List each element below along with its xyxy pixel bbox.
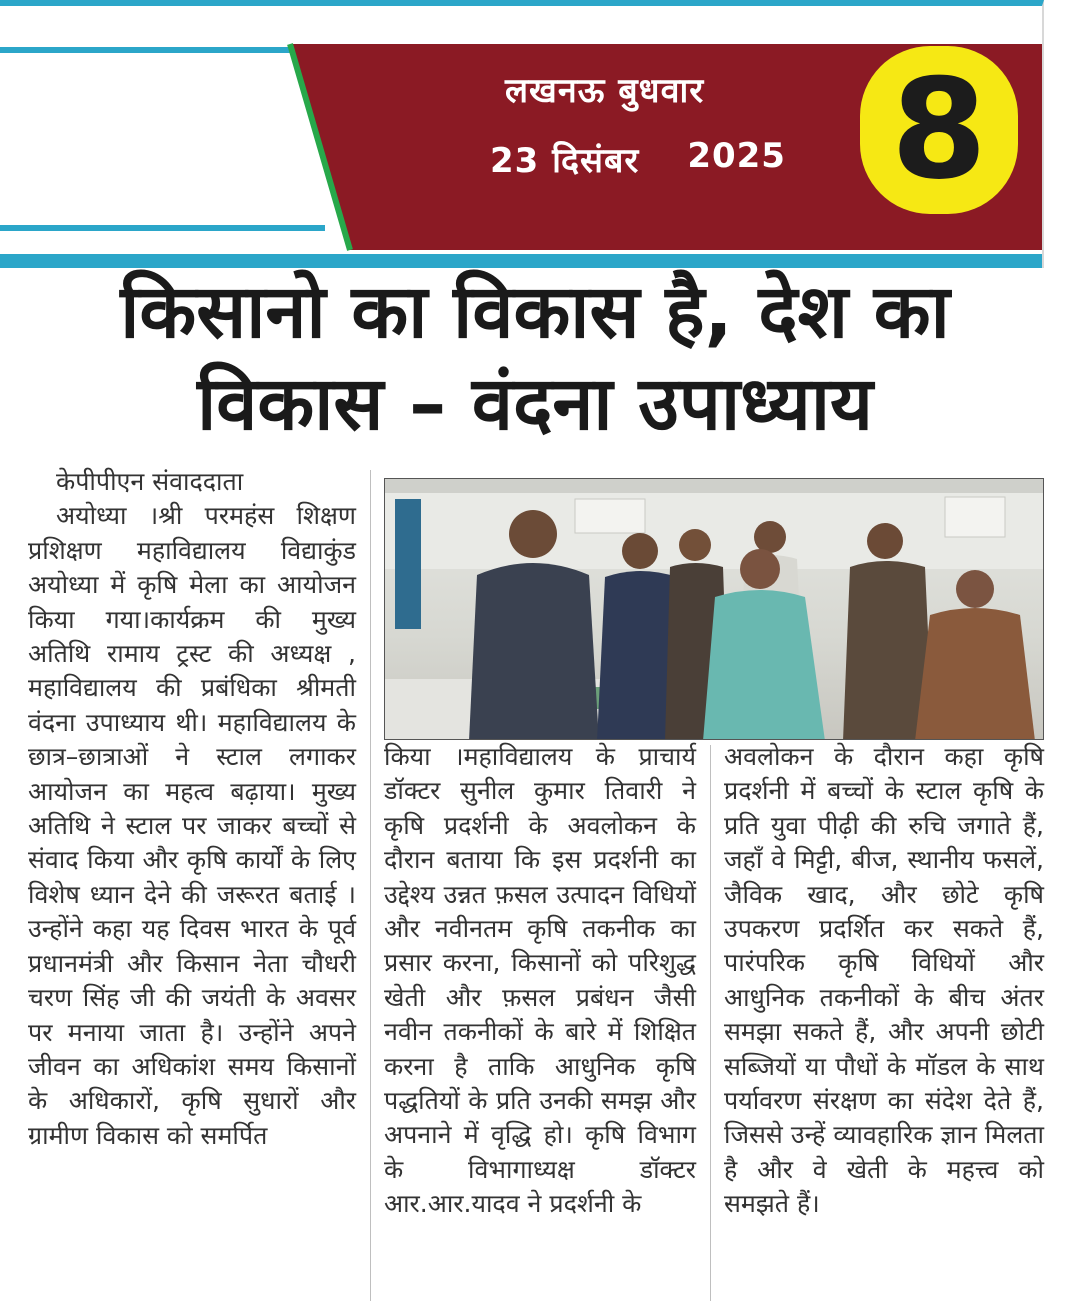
photo-person-3-head xyxy=(754,521,786,553)
photo-person-woman-2-head xyxy=(956,570,994,608)
photo-person-woman-2 xyxy=(915,608,1035,740)
photo-person-student xyxy=(469,563,599,740)
article-paragraph-1: अयोध्या ।श्री परमहंस शिक्षण प्रशिक्षण महाविद्यालय विद्याकुंड अयोध्या में कृषि मेला का आयोजन किया गया।कार्यक्रम की मुख्य अतिथि रामाय ट्रस्ट की अध्यक्ष , महाविद्यालय की प्रबंधिका श्रीमती वंदना उपाध्याय थी। महाविद्यालय के छात्र–छात्राओं ने स्टाल लगाकर आयोजन का महत्व बढ़ाया। मुख्य अतिथि ने स्टाल पर जाकर बच्चों से संवाद किया और कृषि कार्यों के लिए विशेष ध्यान देने की जरूरत बताई ।उन्होंने कहा यह दिवस भारत के पूर्व प्रधानमंत्री और किसान नेता चौधरी चरण सिंह जी की जयंती के अवसर पर मनाया जाता है। उन्होंने अपने जीवन का अधिकांश समय किसानों के अधिकारों, कृषि सुधारों और ग्रामीण विकास को समर्पित xyxy=(28,501,356,1150)
headline-line-2: विकास – वंदना उपाध्याय xyxy=(197,361,873,447)
photo-exhibit-stand xyxy=(395,499,421,629)
column-divider-2 xyxy=(710,745,711,1301)
masthead xyxy=(0,0,1044,268)
photo-person-student-head xyxy=(509,510,557,558)
masthead-city-day: लखनऊ बुधवार xyxy=(505,71,705,111)
masthead-date-year: 2025 xyxy=(687,136,786,176)
photo-window xyxy=(575,499,645,533)
photo-person-2-head xyxy=(679,529,711,561)
photo-person-official-head xyxy=(622,533,658,569)
photo-window-2 xyxy=(945,497,1005,537)
news-photo xyxy=(384,478,1044,740)
article-paragraph-2: किया ।महाविद्यालय के प्राचार्य डॉक्टर सुनील कुमार तिवारी ने कृषि प्रदर्शनी के अवलोकन के दौरान बताया कि इस प्रदर्शनी का उद्देश्य उन्नत फ़सल उत्पादन विधियों और नवीनतम कृषि तकनीक का प्रसार करना, किसानों को परिशुद्ध खेती और फ़सल प्रबंधन जैसी नवीन तकनीकों के बारे में शिक्षित करना है ताकि आधुनिक कृषि पद्धतियों के प्रति उनकी समझ और अपनाने में वृद्धि हो। कृषि विभाग के विभागाध्यक्ष डॉक्टर आर.आर.यादव ने प्रदर्शनी के xyxy=(384,742,696,1219)
article-column-3 xyxy=(724,740,1044,1222)
byline: केपीपीएन संवाददाता xyxy=(56,467,244,496)
photo-person-woman-1 xyxy=(703,590,825,740)
article-column-1 xyxy=(28,465,356,1153)
masthead-date xyxy=(490,136,786,182)
article-paragraph-3: अवलोकन के दौरान कहा कृषि प्रदर्शनी में बच्चों के स्टाल कृषि के प्रति युवा पीढ़ी की रुचि जगाते हैं, जहाँ वे मिट्टी, बीज, स्थानीय फसलें, जैविक खाद, और छोटे कृषि उपकरण प्रदर्शित कर सकते हैं, पारंपरिक कृषि विधियों और आधुनिक तकनीकों के बीच अंतर समझा सकते हैं, और अपनी छोटी सब्जियों या पौधों के मॉडल के साथ पर्यावरण संरक्षण का संदेश देते हैं, जिससे उन्हें व्यावहारिक ज्ञान मिलता है और वे खेती के महत्त्व को समझते हैं। xyxy=(724,742,1044,1219)
photo-person-woman-1-head xyxy=(740,549,780,589)
masthead-date-day-month: 23 दिसंबर xyxy=(490,141,640,181)
photo-ceiling xyxy=(385,479,1044,493)
headline-line-1: किसानो का विकास है, देश का xyxy=(120,269,950,355)
column-divider-1 xyxy=(370,470,371,1301)
headline xyxy=(20,266,1050,450)
photo-person-man-scarf-head xyxy=(867,523,903,559)
news-photo-illustration xyxy=(385,479,1044,740)
page-number-badge: 8 xyxy=(860,46,1018,214)
article-column-2 xyxy=(384,740,696,1222)
